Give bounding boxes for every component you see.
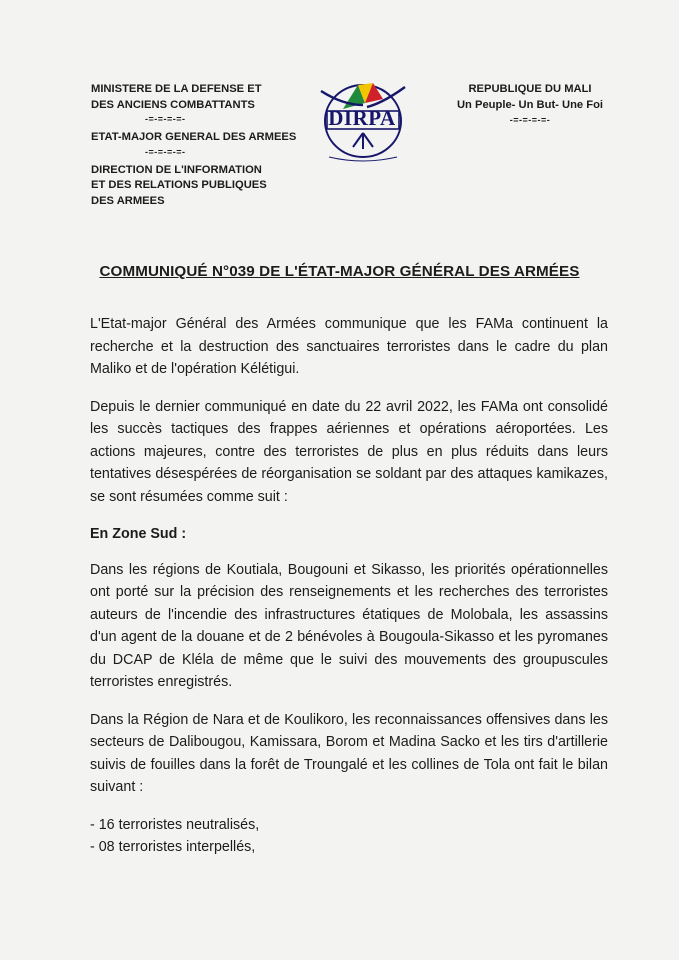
list-item: - 16 terroristes neutralisés, <box>90 816 260 833</box>
paragraph: Dans les régions de Koutiala, Bougouni et Sikasso, les priorités opérationnelles ont porté sur la précision des renseignements et les recherches des terroristes auteurs de l'incendie des infrastructures étatiques de Molobala, les assassins d'un agent de la douane et de 2 bénévoles à Bougoula-Sikasso et les pyromanes du DCAP de Kléla de même que le suivi des mouvements des groupuscules terroristes enregistrés. <box>90 561 608 690</box>
list-item: - 08 terroristes interpellés, <box>90 839 256 855</box>
zone-heading: En Zone Sud : <box>90 526 187 542</box>
paragraph: Depuis le dernier communiqué en date du 22 avril 2022, les FAMa ont consolidé les succès tactiques des frappes aériennes et opérations aéroportées. Les actions majeures, contre des terroristes de plus en plus réduits dans leurs tentatives désespérées de réorganisation se soldant par des attaques kamikazes, se sont résumées comme suit : <box>90 398 608 505</box>
directorate-line: ET DES RELATIONS PUBLIQUES <box>91 179 267 191</box>
republic-motto: Un Peuple- Un But- Une Foi <box>456 98 604 111</box>
ministry-header <box>91 82 296 209</box>
paragraph: L'Etat-major Général des Armées communique que les FAMa continuent la recherche et la destruction des sanctuaires terroristes dans le cadre du plan Maliko et de l'opération Kélétigui. <box>90 316 608 377</box>
ministry-line: DES ANCIENS COMBATTANTS <box>91 98 255 111</box>
paragraph: Dans la Région de Nara et de Koulikoro, les reconnaissances offensives dans les secteurs de Dalibougou, Kamissara, Borom et Madina Sacko et les tirs d'artillerie suivis de fouilles dans la forêt de Troungalé et les collines de Tola ont fait le bilan suivant : <box>90 711 608 795</box>
republic-name: REPUBLIQUE DU MALI <box>468 83 592 95</box>
results-list <box>90 814 608 859</box>
communique-body <box>90 313 608 859</box>
separator: -=-=-=-=- <box>509 115 551 125</box>
directorate-line: DES ARMEES <box>91 194 165 207</box>
separator: -=-=-=-=- <box>145 114 186 124</box>
separator: -=-=-=-=- <box>145 146 186 157</box>
staff-line: ETAT-MAJOR GENERAL DES ARMEES <box>91 131 297 143</box>
communique-title: COMMUNIQUÉ N°039 DE L'ÉTAT-MAJOR GÉNÉRAL DES ARMÉES <box>99 263 580 280</box>
ministry-line: MINISTERE DE LA DEFENSE ET <box>91 83 262 95</box>
republic-header <box>455 82 605 125</box>
directorate-line: DIRECTION DE L'INFORMATION <box>91 163 262 176</box>
logo-text: DIRPA <box>328 106 396 130</box>
